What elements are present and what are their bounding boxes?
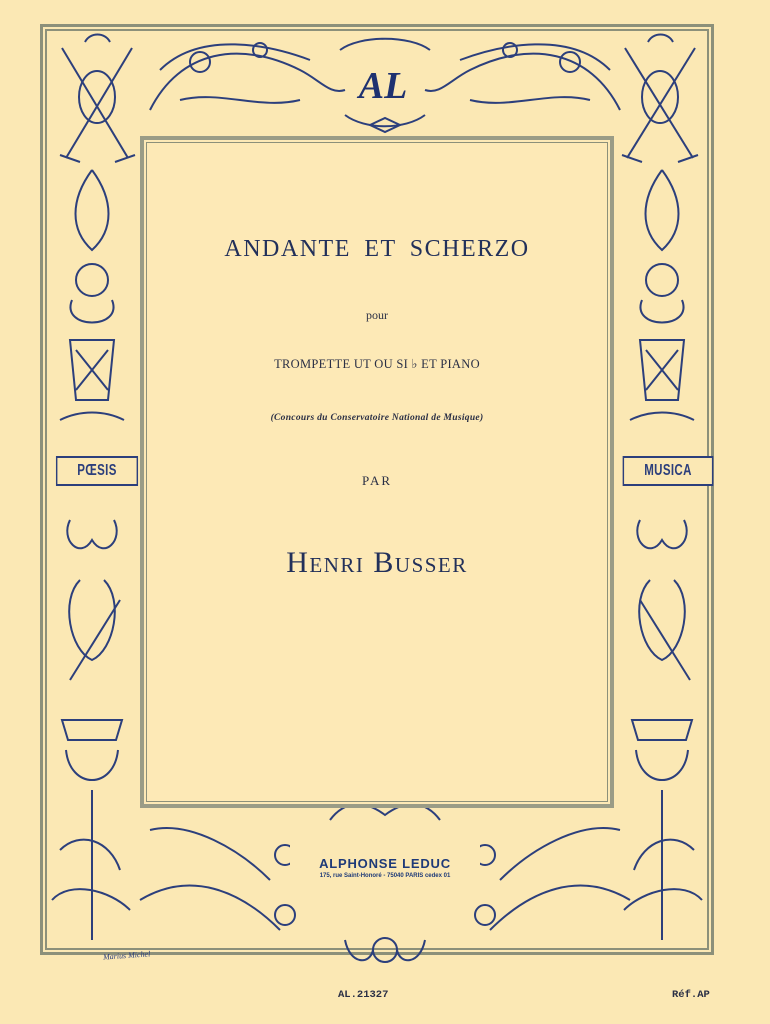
- poesis-cartouche: PŒSIS: [56, 456, 138, 486]
- publisher-name: ALPHONSE LEDUC: [319, 856, 451, 871]
- preposition-text: pour: [366, 308, 388, 322]
- top-left-corner-trophy-icon: [60, 35, 135, 163]
- by-label: PAR: [361, 473, 393, 488]
- reference-code: Réf.AP: [672, 989, 710, 1001]
- right-column-ornaments-icon: [624, 170, 702, 940]
- occasion-text: (Concours du Conservatoire National de Musique): [270, 413, 484, 423]
- top-right-corner-trophy-icon: [622, 35, 698, 163]
- publisher-monogram: AL: [358, 65, 408, 107]
- musica-cartouche: MUSICA: [623, 456, 714, 486]
- piece-title: ANDANTE ET SCHERZO: [224, 236, 530, 262]
- artist-signature: Marius Michel: [102, 949, 151, 962]
- publisher-cartouche: [290, 844, 480, 894]
- instrumentation-text: TROMPETTE UT OU SI ♭ ET PIANO: [274, 357, 480, 371]
- left-column-ornaments-icon: [52, 170, 130, 940]
- publisher-address: 175, rue Saint-Honoré - 75040 PARIS cedex 01: [319, 873, 451, 879]
- composer-name: Henri Busser: [286, 546, 468, 579]
- catalog-number: AL.21327: [338, 989, 389, 1001]
